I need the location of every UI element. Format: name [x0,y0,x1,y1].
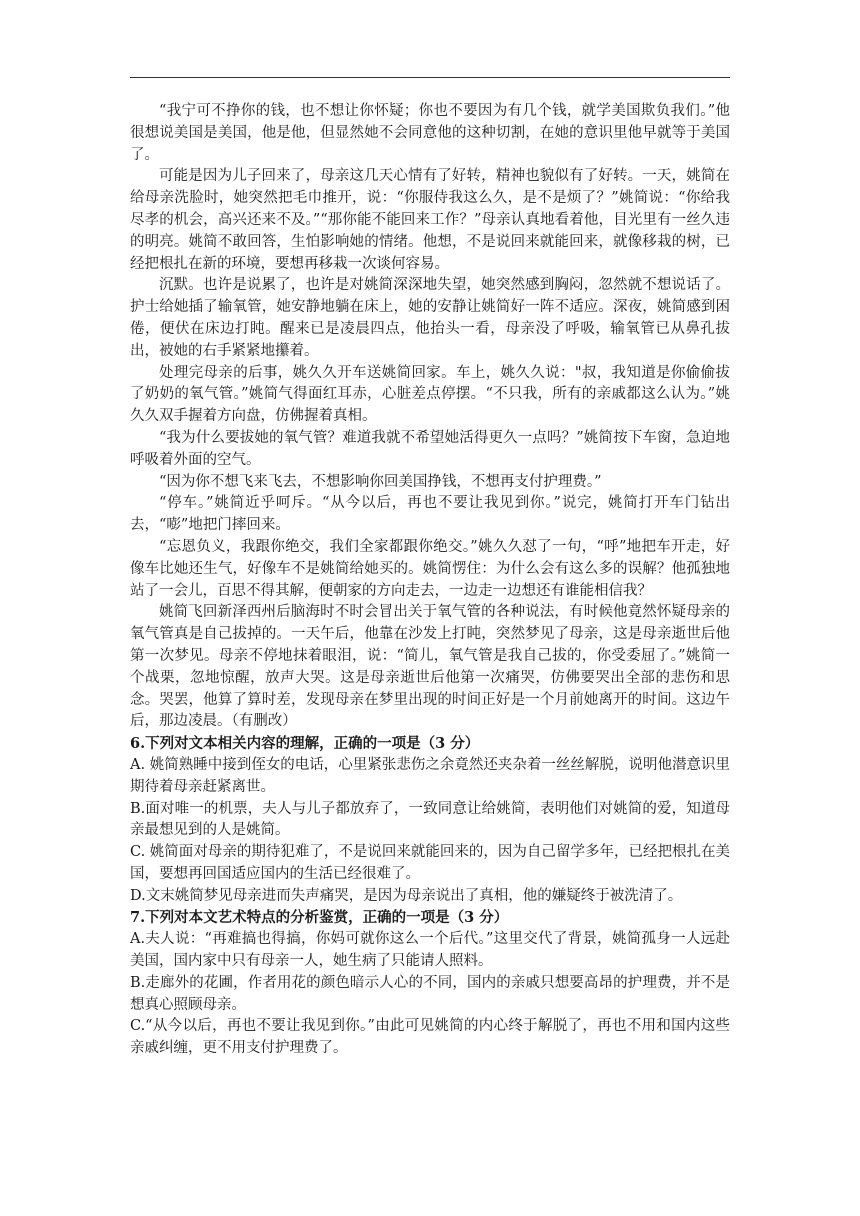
document-body [130,101,730,1060]
story-paragraph: “我宁可不挣你的钱，也不想让你怀疑；你也不要因为有几个钱，就学美国欺负我们。”他很想说美国是美国，他是他，但显然她不会同意他的这种切割，在她的意识里他早就等于美国了。 [130,103,730,163]
option-d: D.文末姚简梦见母亲进而失声痛哭，是因为母亲说出了真相，他的嫌疑终于被洗清了。 [130,887,683,904]
question-stem: 6.下列对文本相关内容的理解，正确的一项是（3 分） [130,735,480,753]
option-b: B.走廊外的花圃，作者用花的颜色暗示人心的不同，国内的亲戚只想要高昂的护理费，并不是想真心照顾母亲。 [130,974,730,1013]
story-paragraph: 沉默。也许是说累了，也许是对姚简深深地失望，她突然感到胸闷，忽然就不想说话了。护士给她插了输氧管，她安静地躺在床上，她的安静让姚简好一阵不适应。深夜，姚简感到困倦，便伏在床边打盹。醒来已是凌晨四点，他抬头一看，母亲没了呼吸，输氧管已从鼻孔拔出，被她的右手紧紧地攥着。 [130,277,730,359]
option-c: C. 姚简面对母亲的期待犯难了，不是说回来就能回来的，因为自己留学多年，已经把根扎在美国，要想再回国适应国内的生活已经很难了。 [130,844,730,882]
story-paragraph: 姚简飞回新泽西州后脑海时不时会冒出关于氧气管的各种说法，有时候他竟然怀疑母亲的氧气管真是自己拔掉的。一天午后，他靠在沙发上打盹，突然梦见了母亲，这是母亲逝世后他第一次梦见。母亲不停地抹着眼泪，说：“简儿，氧气管是我自己拔的，你受委屈了。”姚简一个战栗，忽地惊醒，放声大哭。这是母亲逝世后他第一次痛哭，仿佛要哭出全部的悲伤和思念。哭罢，他算了算时差，发现母亲在梦里出现的时间正好是一个月前她离开的时间。这边午后，那边凌晨。（有删改） [130,604,730,730]
story-paragraph: “我为什么要拔她的氧气管？难道我就不希望她活得更久一点吗？”姚简按下车窗，急迫地呼吸着外面的空气。 [130,429,730,468]
header-rule [130,77,730,78]
story-paragraph: 可能是因为儿子回来了，母亲这几天心情有了好转，精神也貌似有了好转。一天，姚简在给母亲洗脸时，她突然把毛巾推开，说：“你服侍我这么久，是不是烦了？”姚简说：“你给我尽孝的机会，高兴还来不及。”“那你能不能回来工作？”母亲认真地看着他，目光里有一丝久违的明亮。姚简不敢回答，生怕影响她的情绪。他想，不是说回来就能回来，就像移栽的树，已经把根扎在新的环境，要想再移栽一次谈何容易。 [130,168,730,272]
option-a: A. 姚简熟睡中接到侄女的电话，心里紧张悲伤之余竟然还夹杂着一丝丝解脱，说明他潜意识里期待着母亲赶紧离世。 [130,756,730,795]
question-6 [130,733,730,907]
story-paragraph: “忘恩负义，我跟你绝交，我们全家都跟你绝交。”姚久久怼了一句，“呼”地把车开走，好像车比她还生气，好像车不是姚简给她买的。姚简愣住：为什么会有这么多的误解？他孤独地站了一会儿，百思不得其解，便朝家的方向走去，一边走一边想还有谁能相信我？ [130,538,730,599]
question-7 [130,907,730,1060]
question-stem: 7.下列对本文艺术特点的分析鉴赏，正确的一项是（3 分） [130,909,509,927]
story-paragraph: “停车。”姚简近乎呵斥。“从今以后，再也不要让我见到你。”说完，姚简打开车门钻出去，“嘭”地把门摔回来。 [130,495,730,534]
option-a: A.夫人说：“再难搞也得搞，你妈可就你这么一个后代。”这里交代了背景，姚简孤身一人远赴美国，国内家中只有母亲一人，她生病了只能请人照料。 [130,931,730,970]
story-paragraph: “因为你不想飞来飞去，不想影响你回美国挣钱，不想再支付护理费。” [159,473,602,490]
option-c: C.“从今以后，再也不要让我见到你。”由此可见姚简的内心终于解脱了，再也不用和国内这些亲戚纠缠，更不用支付护理费了。 [130,1018,730,1057]
story-paragraph: 处理完母亲的后事，姚久久开车送姚简回家。车上，姚久久说："叔，我知道是你偷偷拔了奶奶的氧气管。”姚简气得面红耳赤，心脏差点停摆。“不只我，所有的亲戚都这么认为。”姚久久双手握着方向盘，仿佛握着真相。 [130,364,730,425]
option-b: B.面对唯一的机票，夫人与儿子都放弃了，一致同意让给姚简，表明他们对姚简的爱，知道母亲最想见到的人是姚简。 [130,800,730,839]
